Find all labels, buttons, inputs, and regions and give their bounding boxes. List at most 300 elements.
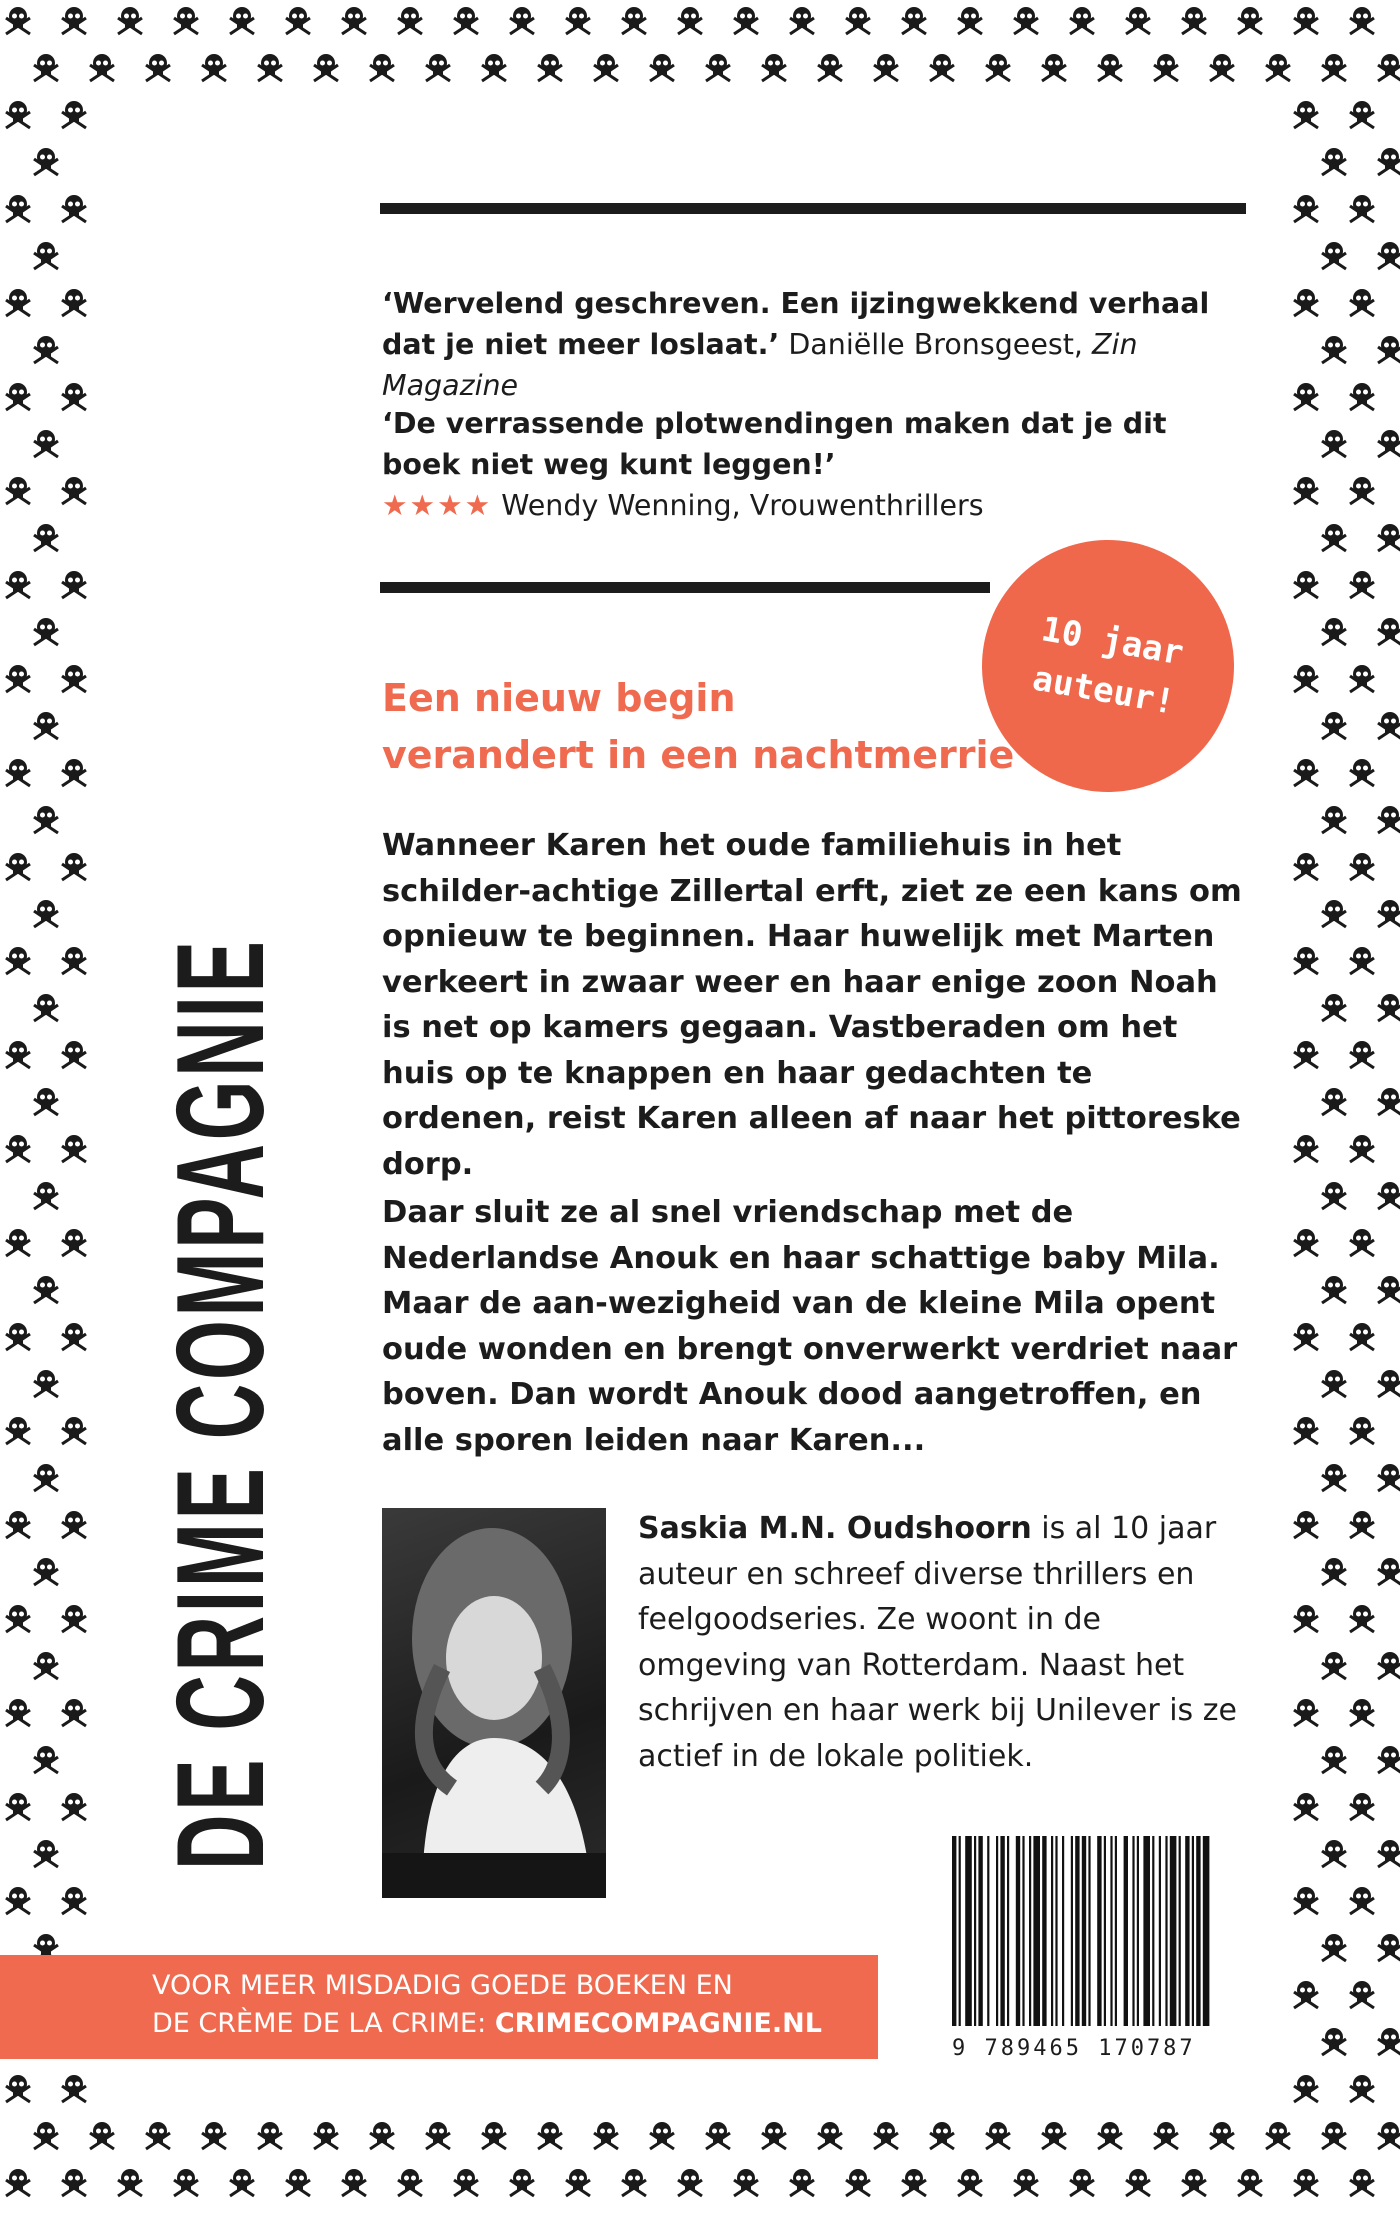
barcode-bar [1124,1836,1128,2026]
skull-crossbones-icon [482,54,506,81]
skull-crossbones-icon [846,7,870,34]
skull-crossbones-icon [146,2122,170,2149]
skull-crossbones-icon [286,7,310,34]
skull-crossbones-icon [34,1840,58,1867]
skull-crossbones-icon [34,900,58,927]
skull-crossbones-icon [34,712,58,739]
skull-crossbones-icon [790,2169,814,2196]
skull-crossbones-icon [986,54,1010,81]
skull-crossbones-icon [454,2169,478,2196]
skull-crossbones-icon [398,2169,422,2196]
skull-crossbones-icon [1350,1887,1374,1914]
skull-crossbones-icon [6,1793,30,1820]
quote-1-author: Daniëlle Bronsgeest, [788,328,1083,361]
skull-crossbones-icon [1378,806,1400,833]
skull-crossbones-icon [1294,1605,1318,1632]
skull-crossbones-icon [1126,2169,1150,2196]
skull-crossbones-icon [1350,759,1374,786]
skull-crossbones-icon [1378,1088,1400,1115]
barcode-bar [1097,1836,1101,2026]
barcode-bar [1179,1836,1181,2026]
skull-crossbones-icon [1350,1981,1374,2008]
barcode-bar [978,1836,982,2026]
skull-crossbones-icon [1294,2075,1318,2102]
barcode-bar [1132,1836,1134,2026]
barcode-bar [1152,1836,1154,2026]
barcode-bar [1075,1836,1079,2026]
skull-crossbones-icon [34,148,58,175]
skull-crossbones-icon [1322,148,1346,175]
skull-crossbones-icon [202,54,226,81]
skull-crossbones-icon [1154,54,1178,81]
barcode-bar [974,1836,976,2026]
skull-crossbones-icon [62,1417,86,1444]
skull-crossbones-icon [1378,1558,1400,1585]
skull-crossbones-icon [1350,571,1374,598]
skull-crossbones-icon [1182,7,1206,34]
skull-crossbones-icon [902,7,926,34]
skull-crossbones-icon [650,2122,674,2149]
skull-crossbones-icon [1378,336,1400,363]
skull-crossbones-icon [90,2122,114,2149]
skull-crossbones-icon [1322,1746,1346,1773]
skull-crossbones-icon [1378,1464,1400,1491]
star-rating-icon: ★★★★ [382,489,493,522]
skull-crossbones-icon [1322,1464,1346,1491]
skull-crossbones-icon [118,7,142,34]
skull-crossbones-icon [1294,947,1318,974]
barcode-bar [987,1836,989,2026]
skull-crossbones-icon [762,54,786,81]
skull-crossbones-icon [34,1088,58,1115]
skull-crossbones-icon [6,1511,30,1538]
quote-1-publication: Zin Magazine [382,328,1138,402]
skull-crossbones-icon [1070,2169,1094,2196]
skull-crossbones-icon [1322,900,1346,927]
publisher-website-link[interactable]: CRIMECOMPAGNIE.NL [494,2008,822,2039]
skull-crossbones-icon [62,759,86,786]
skull-crossbones-icon [1378,1276,1400,1303]
skull-crossbones-icon [34,54,58,81]
skull-crossbones-icon [1294,853,1318,880]
skull-crossbones-icon [6,1229,30,1256]
barcode-bar [1029,1836,1031,2026]
barcode-bar [1203,1836,1210,2026]
skull-crossbones-icon [1350,101,1374,128]
skull-crossbones-icon [1322,1840,1346,1867]
skull-crossbones-icon [6,1041,30,1068]
quote-1-text: ‘Wervelend geschreven. Een ijzingwekkend verhaal dat je niet meer loslaat.’ [382,287,1210,361]
skull-crossbones-icon [1378,242,1400,269]
barcode-bar [1007,1836,1009,2026]
skull-crossbones-icon [62,571,86,598]
publisher-banner [0,1955,878,2059]
skull-crossbones-icon [34,1558,58,1585]
skull-crossbones-icon [1294,1887,1318,1914]
skull-crossbones-icon [1322,618,1346,645]
skull-crossbones-icon [62,1229,86,1256]
skull-crossbones-icon [1350,665,1374,692]
skull-crossbones-icon [62,2169,86,2196]
barcode-bar [1110,1836,1112,2026]
skull-crossbones-icon [622,2169,646,2196]
skull-crossbones-icon [398,7,422,34]
barcode-bar [1016,1836,1020,2026]
skull-crossbones-icon [62,853,86,880]
badge-line-2: auteur! [1029,658,1178,723]
skull-crossbones-icon [62,1323,86,1350]
quote-1 [382,283,1242,406]
skull-crossbones-icon [62,2075,86,2102]
skull-crossbones-icon [1378,1370,1400,1397]
skull-crossbones-icon [706,2122,730,2149]
skull-crossbones-icon [734,2169,758,2196]
skull-crossbones-icon [62,1511,86,1538]
skull-crossbones-icon [426,2122,450,2149]
skull-crossbones-icon [1378,148,1400,175]
skull-crossbones-icon [6,383,30,410]
banner-line-1: VOOR MEER MISDADIG GOEDE BOEKEN EN [152,1970,733,2001]
skull-crossbones-icon [34,430,58,457]
skull-crossbones-icon [1294,1041,1318,1068]
banner-line-2: DE CRÈME DE LA CRIME: [152,2008,495,2039]
skull-crossbones-icon [1042,2122,1066,2149]
skull-crossbones-icon [1014,2169,1038,2196]
skull-crossbones-icon [1322,806,1346,833]
skull-crossbones-icon [174,2169,198,2196]
skull-crossbones-icon [1294,101,1318,128]
barcode-bar [1033,1836,1040,2026]
skull-crossbones-icon [1238,2169,1262,2196]
skull-crossbones-icon [1350,1793,1374,1820]
skull-crossbones-icon [34,336,58,363]
skull-crossbones-icon [1294,665,1318,692]
skull-crossbones-icon [1070,7,1094,34]
tagline-line-2: verandert in een nachtmerrie [382,733,1015,777]
skull-crossbones-icon [566,2169,590,2196]
skull-crossbones-icon [342,2169,366,2196]
skull-crossbones-icon [1378,1652,1400,1679]
skull-crossbones-icon [1350,1699,1374,1726]
skull-crossbones-icon [1378,618,1400,645]
barcode-bar [1082,1836,1086,2026]
skull-crossbones-icon [1350,7,1374,34]
skull-crossbones-icon [1294,2169,1318,2196]
skull-crossbones-icon [6,195,30,222]
tagline-line-1: Een nieuw begin [382,676,736,720]
skull-crossbones-icon [1294,7,1318,34]
skull-crossbones-icon [6,289,30,316]
skull-crossbones-icon [1294,477,1318,504]
skull-crossbones-icon [90,54,114,81]
skull-crossbones-icon [1322,1558,1346,1585]
skull-crossbones-icon [118,2169,142,2196]
skull-crossbones-icon [1014,7,1038,34]
skull-crossbones-icon [34,242,58,269]
skull-crossbones-icon [286,2169,310,2196]
skull-crossbones-icon [1182,2169,1206,2196]
skull-crossbones-icon [1350,2169,1374,2196]
skull-crossbones-icon [1350,853,1374,880]
skull-crossbones-icon [34,806,58,833]
skull-crossbones-icon [1322,2122,1346,2149]
skull-crossbones-icon [1350,1605,1374,1632]
skull-crossbones-icon [6,571,30,598]
skull-crossbones-icon [454,7,478,34]
skull-crossbones-icon [62,1887,86,1914]
skull-crossbones-icon [1210,54,1234,81]
barcode-bar [1042,1836,1046,2026]
barcode-bar [1055,1836,1057,2026]
skull-crossbones-icon [1350,2075,1374,2102]
skull-crossbones-icon [258,54,282,81]
barcode-bar [1115,1836,1117,2026]
skull-crossbones-icon [594,2122,618,2149]
skull-crossbones-icon [958,7,982,34]
skull-crossbones-icon [62,1135,86,1162]
skull-crossbones-icon [62,383,86,410]
barcode-bar [1062,1836,1064,2026]
skull-crossbones-icon [678,7,702,34]
skull-crossbones-icon [174,7,198,34]
skull-crossbones-icon [1294,759,1318,786]
skull-crossbones-icon [1322,1276,1346,1303]
skull-crossbones-icon [342,7,366,34]
skull-crossbones-icon [1378,1934,1400,1961]
skull-crossbones-icon [678,2169,702,2196]
skull-crossbones-icon [6,1699,30,1726]
skull-crossbones-icon [874,2122,898,2149]
quote-2 [382,403,1242,526]
tagline [382,670,1182,784]
skull-crossbones-icon [1294,289,1318,316]
skull-crossbones-icon [6,1417,30,1444]
skull-crossbones-icon [1294,1511,1318,1538]
skull-crossbones-icon [6,2075,30,2102]
skull-crossbones-icon [1322,430,1346,457]
skull-crossbones-icon [34,1370,58,1397]
skull-crossbones-icon [1350,1135,1374,1162]
skull-crossbones-icon [6,101,30,128]
skull-crossbones-icon [426,54,450,81]
skull-crossbones-icon [1322,2028,1346,2055]
barcode-bar [1185,1836,1189,2026]
skull-crossbones-icon [34,1276,58,1303]
skull-crossbones-icon [34,1746,58,1773]
skull-crossbones-icon [6,477,30,504]
skull-crossbones-icon [34,618,58,645]
author-bio [638,1506,1248,1779]
skull-crossbones-icon [1322,712,1346,739]
skull-crossbones-icon [62,947,86,974]
skull-crossbones-icon [62,1041,86,1068]
barcode-bar [1104,1836,1106,2026]
skull-crossbones-icon [34,524,58,551]
skull-crossbones-icon [6,1887,30,1914]
skull-crossbones-icon [62,1605,86,1632]
skull-crossbones-icon [1294,1229,1318,1256]
skull-crossbones-icon [762,2122,786,2149]
skull-crossbones-icon [34,994,58,1021]
skull-crossbones-icon [734,7,758,34]
skull-crossbones-icon [1294,1135,1318,1162]
skull-crossbones-icon [202,2122,226,2149]
skull-crossbones-icon [34,1464,58,1491]
skull-crossbones-icon [1210,2122,1234,2149]
skull-crossbones-icon [1322,1652,1346,1679]
quote-2-text: ‘De verrassende plotwendingen maken dat je dit boek niet weg kunt leggen!’ [382,407,1167,481]
top-rule [380,203,1246,214]
skull-crossbones-icon [790,7,814,34]
skull-crossbones-icon [62,1793,86,1820]
skull-crossbones-icon [1378,54,1400,81]
skull-crossbones-icon [986,2122,1010,2149]
skull-crossbones-icon [1322,1088,1346,1115]
skull-crossbones-icon [1098,2122,1122,2149]
skull-crossbones-icon [6,665,30,692]
skull-crossbones-icon [1154,2122,1178,2149]
skull-crossbones-icon [6,1323,30,1350]
skull-crossbones-icon [1294,1981,1318,2008]
skull-crossbones-icon [510,2169,534,2196]
badge-line-1: 10 jaar [1038,609,1187,674]
skull-crossbones-icon [1322,336,1346,363]
skull-crossbones-icon [6,1135,30,1162]
isbn-number: 9 789465 170787 [952,2036,1196,2061]
skull-crossbones-icon [622,7,646,34]
skull-crossbones-icon [258,2122,282,2149]
middle-rule [380,582,990,593]
skull-crossbones-icon [1350,1511,1374,1538]
skull-crossbones-icon [1322,1182,1346,1209]
skull-crossbones-icon [902,2169,926,2196]
skull-crossbones-icon [650,54,674,81]
skull-crossbones-icon [146,54,170,81]
skull-crossbones-icon [370,2122,394,2149]
skull-crossbones-icon [34,1652,58,1679]
skull-crossbones-icon [1294,383,1318,410]
skull-crossbones-icon [62,195,86,222]
skull-crossbones-icon [1350,1417,1374,1444]
skull-crossbones-icon [1350,289,1374,316]
skull-crossbones-icon [314,54,338,81]
skull-crossbones-icon [1378,2028,1400,2055]
skull-crossbones-icon [1294,571,1318,598]
author-bio-text: is al 10 jaar auteur en schreef diverse thrillers en feelgoodseries. Ze woont in de omgeving van Rotterdam. Naast het schrijven en haar werk bij Unilever is ze actief in de lokale politiek. [638,1511,1237,1774]
skull-crossbones-icon [1294,1323,1318,1350]
skull-crossbones-icon [1294,1699,1318,1726]
barcode-bar [1051,1836,1053,2026]
barcode-bar [1000,1836,1004,2026]
skull-crossbones-icon [6,947,30,974]
skull-crossbones-icon [930,2122,954,2149]
barcode-bar [952,1836,956,2026]
skull-crossbones-icon [1378,2122,1400,2149]
barcode-bar [1196,1836,1200,2026]
skull-crossbones-icon [1042,54,1066,81]
skull-crossbones-icon [482,2122,506,2149]
skull-crossbones-icon [370,54,394,81]
skull-crossbones-icon [1378,524,1400,551]
skull-crossbones-icon [1266,2122,1290,2149]
skull-crossbones-icon [1322,242,1346,269]
skull-crossbones-icon [1322,1934,1346,1961]
skull-crossbones-icon [314,2122,338,2149]
skull-crossbones-icon [1378,1840,1400,1867]
skull-crossbones-icon [62,1699,86,1726]
barcode [944,1836,1246,2069]
barcode-bar [1143,1836,1150,2026]
skull-crossbones-icon [930,54,954,81]
skull-crossbones-icon [1294,1417,1318,1444]
skull-crossbones-icon [62,477,86,504]
skull-crossbones-icon [706,54,730,81]
skull-crossbones-icon [818,2122,842,2149]
skull-crossbones-icon [6,7,30,34]
skull-crossbones-icon [6,2169,30,2196]
skull-crossbones-icon [594,54,618,81]
skull-crossbones-icon [566,7,590,34]
skull-crossbones-icon [1350,1323,1374,1350]
author-name: Saskia M.N. Oudshoorn [638,1511,1032,1546]
skull-crossbones-icon [1322,1370,1346,1397]
skull-crossbones-icon [958,2169,982,2196]
skull-crossbones-icon [1378,994,1400,1021]
barcode-bar [1192,1836,1194,2026]
skull-crossbones-icon [538,2122,562,2149]
skull-crossbones-icon [1350,383,1374,410]
skull-crossbones-icon [62,101,86,128]
skull-crossbones-icon [1350,947,1374,974]
skull-crossbones-icon [62,289,86,316]
barcode-bar [1159,1836,1161,2026]
author-photo [382,1508,606,1898]
skull-crossbones-icon [874,54,898,81]
barcode-bar [965,1836,972,2026]
skull-crossbones-icon [6,853,30,880]
barcode-bars [944,1836,1246,2036]
skull-crossbones-icon [1126,7,1150,34]
skull-crossbones-icon [1378,1746,1400,1773]
series-title-vertical: DE CRIME COMPAGNIE [152,937,290,1870]
skull-crossbones-icon [1266,54,1290,81]
skull-crossbones-icon [818,54,842,81]
skull-crossbones-icon [846,2169,870,2196]
skull-crossbones-icon [1238,7,1262,34]
skull-crossbones-icon [62,7,86,34]
skull-crossbones-icon [1350,1041,1374,1068]
skull-crossbones-icon [1350,195,1374,222]
barcode-bar [996,1836,998,2026]
skull-crossbones-icon [538,54,562,81]
skull-crossbones-icon [1294,1793,1318,1820]
barcode-bar [959,1836,961,2026]
skull-crossbones-icon [34,1182,58,1209]
barcode-bar [1088,1836,1090,2026]
skull-crossbones-icon [6,759,30,786]
skull-crossbones-icon [1378,1182,1400,1209]
blurb-paragraph-2: Daar sluit ze al snel vriendschap met de Nederlandse Anouk en haar schattige baby Mila. Maar de aan-wezigheid van de kleine Mila opent oude wonden en brengt onverwerkt verdriet naar boven. Dan wordt Anouk dood aangetroffen, en alle sporen leiden naar Karen... [382,1195,1238,1458]
skull-crossbones-icon [510,7,534,34]
blurb-paragraph-1: Wanneer Karen het oude familiehuis in het schilder-achtige Zillertal erft, ziet ze een kans om opnieuw te beginnen. Haar huwelijk met Marten verkeert in zwaar weer en haar enige zoon Noah is net op kamers gegaan. Vastberaden om het huis op te knappen en haar gedachten te ordenen, reist Karen alleen af naar het pittoreske dorp. [382,828,1242,1182]
skull-crossbones-icon [1294,195,1318,222]
skull-crossbones-icon [1322,54,1346,81]
skull-crossbones-icon [6,1605,30,1632]
skull-crossbones-icon [34,2122,58,2149]
barcode-bar [1137,1836,1139,2026]
barcode-bar [1165,1836,1167,2026]
skull-crossbones-icon [230,7,254,34]
